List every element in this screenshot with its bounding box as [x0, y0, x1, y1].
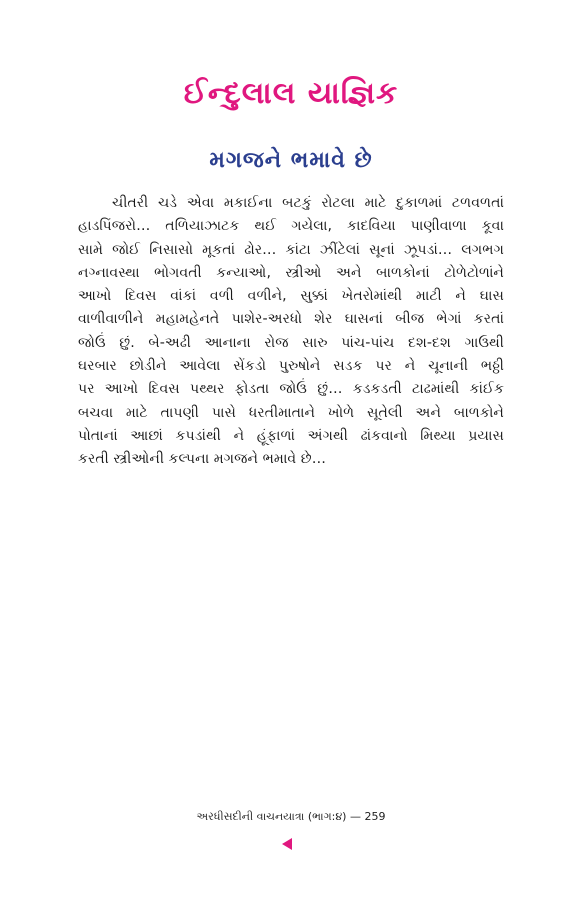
body-line: ઘરબાર છોડીને આવેલા સેંકડો પુરુષોને સડક પર ને ચૂનાની ભઠ્ઠી — [78, 358, 504, 375]
body-line: સામે જોઈ નિસાસો મૂકતાં ઢોર… કાંટા ઝીંટેલાં સૂનાં ઝૂપડાં… લગભગ — [78, 241, 504, 258]
body-line: પોતાનાં આછાં કપડાંથી ને હૂંફાળાં અંગથી ઢાંકવાનો મિથ્યા પ્રયાસ — [78, 427, 504, 444]
page-footer: અરધીસદીની વાચનયાત્રા (ભાગ:૪) — 259 — [196, 810, 386, 823]
chapter-title: મગજને ભમાવે છે — [209, 148, 373, 173]
body-line: બચવા માટે તાપણી પાસે ધરતીમાતાને ખોળે સૂતેલી અને બાળકોને — [78, 404, 504, 421]
body-line: વાળીવાળીને મહામહેનતે પાશેર-અરધો શેર ઘાસનાં બીજ ભેગાં કરતાં — [78, 311, 504, 328]
body-line: કરતી સ્ત્રીઓની કલ્પના મગજને ભમાવે છે… — [78, 451, 326, 468]
triangle-left-icon[interactable] — [282, 838, 292, 850]
body-line: આખો દિવસ વાંકાં વળી વળીને, સુક્કાં ખેતરોમાંથી માટી ને ઘાસ — [78, 288, 504, 305]
body-line: હાડપિંજરો… તળિયાઝાટક થઈ ગયેલા, કાદવિયા પાણીવાળા કૂવા — [78, 218, 504, 235]
body-paragraph — [78, 192, 504, 472]
body-line: ચીતરી ચડે એવા મકાઈના બટકું રોટલા માટે દુકાળમાં ટળવળતાં — [112, 195, 504, 211]
author-name: ઈન્દુલાલ યાજ્ઞિક — [183, 76, 399, 111]
body-line: જોઉં છું. બે-અઢી આનાના રોજ સારુ પાંચ-પાંચ દશ-દશ ગાઉથી — [78, 334, 504, 351]
body-line: પર આખો દિવસ પથ્થર ફોડતા જોઉં છું… કડકડતી ટાઢમાંથી કાંઈક — [78, 381, 504, 398]
body-line: નગ્નાવસ્થા ભોગવતી કન્યાઓ, સ્ત્રીઓ અને બાળકોનાં ટોળેટોળાંને — [78, 264, 504, 281]
